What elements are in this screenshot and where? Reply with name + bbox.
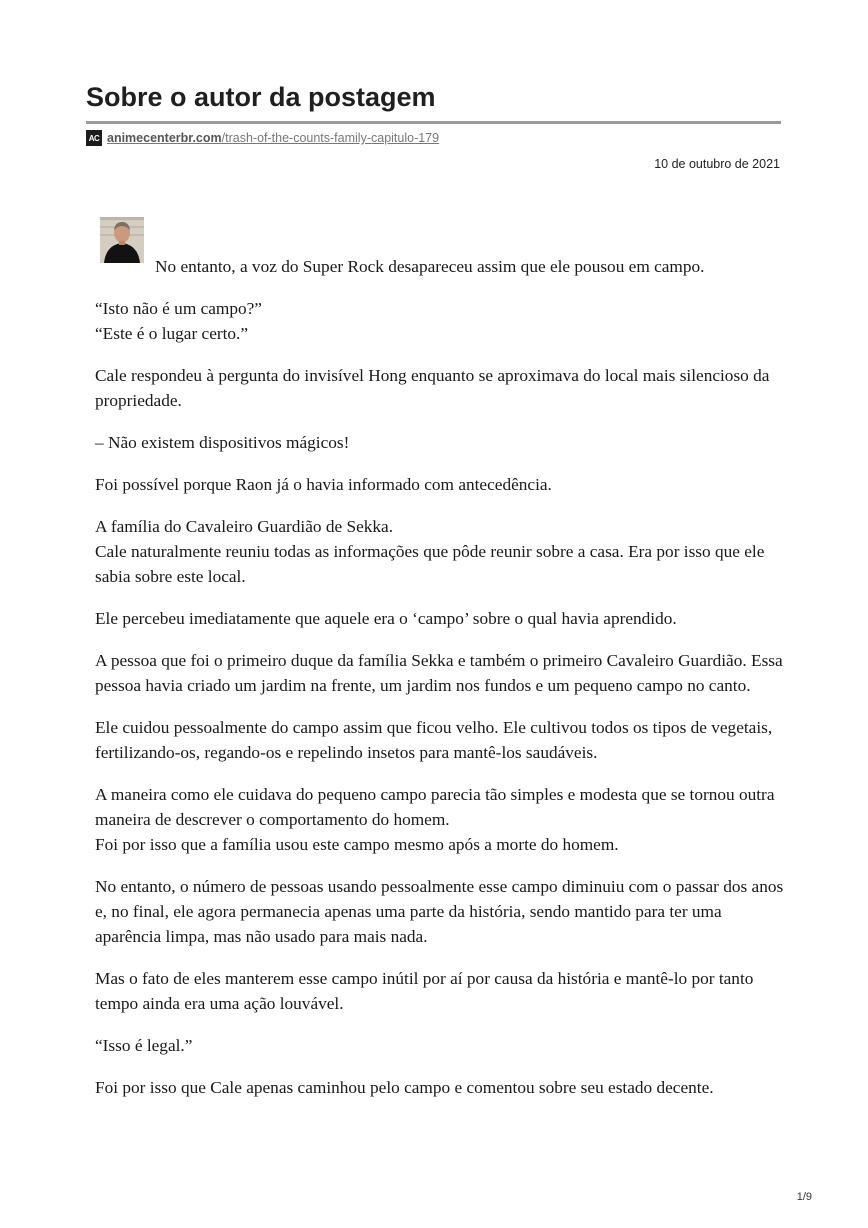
source-path: /trash-of-the-counts-family-capitulo-179 [221,131,440,145]
article-paragraph: Cale respondeu à pergunta do invisível Hong enquanto se aproximava do local mais silencioso da propriedade. [95,366,770,410]
article-paragraph: Ele cuidou pessoalmente do campo assim que ficou velho. Ele cultivou todos os tipos de vegetais, fertilizando-os, regando-os e repelindo insetos para mantê-los saudáveis. [95,718,773,762]
article-paragraph: A maneira como ele cuidava do pequeno campo parecia tão simples e modesta que se tornou outra maneira de descrever o comportamento do homem. Foi por isso que a família usou este campo mesmo após a morte do homem. [95,785,775,854]
article-paragraph: Foi possível porque Raon já o havia informado com antecedência. [95,475,552,494]
article-paragraph: No entanto, o número de pessoas usando pessoalmente esse campo diminuiu com o passar dos anos e, no final, ele agora permanecia apenas uma parte da história, sendo mantido para ter uma aparência limpa, mas não usado para mais nada. [95,877,784,946]
article-paragraph: – Não existem dispositivos mágicos! [95,433,350,452]
page-number: 1/9 [796,1191,812,1203]
article-paragraph: No entanto, a voz do Super Rock desapareceu assim que ele pousou em campo. [155,257,705,276]
source-domain: animecenterbr.com [107,131,222,145]
article-paragraph: A família do Cavaleiro Guardião de Sekka. Cale naturalmente reuniu todas as informações que pôde reunir sobre a casa. Era por isso que ele sabia sobre este local. [95,517,765,586]
source-link[interactable] [107,131,439,145]
article-paragraph: “Isso é legal.” [95,1036,193,1055]
title-divider [86,121,781,124]
article-paragraph: Foi por isso que Cale apenas caminhou pelo campo e comentou sobre seu estado decente. [95,1078,714,1097]
page-title: Sobre o autor da postagem [86,82,436,112]
article-paragraph: “Isto não é um campo?” “Este é o lugar certo.” [95,299,262,343]
source-line [86,129,439,147]
post-date: 10 de outubro de 2021 [654,157,780,171]
article-body [95,254,785,1117]
article-paragraph: Mas o fato de eles manterem esse campo inútil por aí por causa da história e mantê-lo por tanto tempo ainda era uma ação louvável. [95,969,754,1013]
article-paragraph: Ele percebeu imediatamente que aquele era o ‘campo’ sobre o qual havia aprendido. [95,609,677,628]
site-favicon-icon: AC [86,130,102,146]
article-paragraph: A pessoa que foi o primeiro duque da família Sekka e também o primeiro Cavaleiro Guardião. Essa pessoa havia criado um jardim na frente, um jardim nos fundos e um pequeno campo no canto. [95,651,783,695]
